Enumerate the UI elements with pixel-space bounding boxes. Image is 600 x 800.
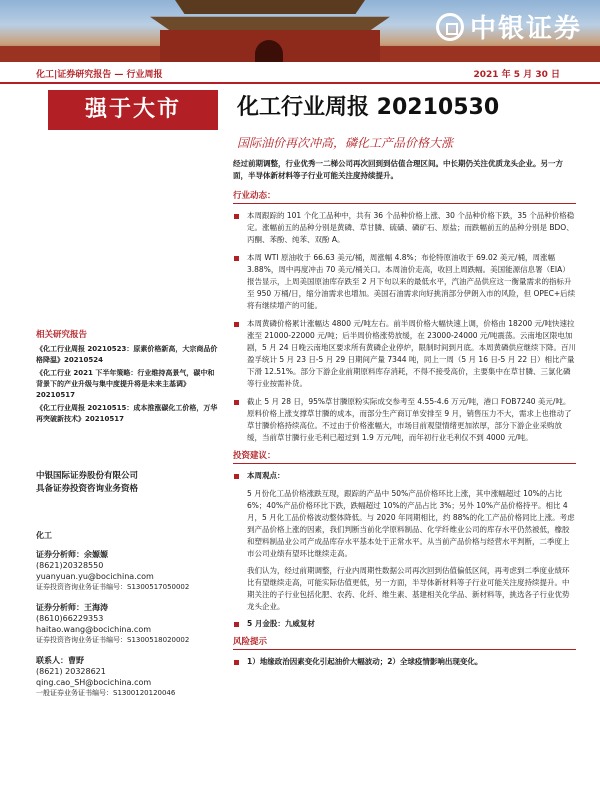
related-item[interactable]: 《化工行业 2021 下半年策略：行业维持高景气，碳中和背景下的产业升级与集中度提升将是未来主基调》20210517 — [36, 369, 215, 399]
section-risk-heading: 风险提示 — [233, 636, 576, 650]
analyst-phone: (8621) 20328621 — [36, 667, 106, 676]
risk-text: 1）地缘政治因素变化引起油价大幅波动；2）全球疫情影响出现变化。 — [233, 656, 576, 668]
header-banner — [0, 0, 600, 62]
related-list — [36, 344, 221, 425]
advice-paragraph: 5 月份化工品价格涨跌互现，跟踪的产品中 50%产品价格环比上涨，其中涨幅超过 10%的占比 6%；40%产品价格环比下跌，跌幅超过 10%的产品占比 3%；另外 10%产品价格持平。相比 4 月，5 月化工品价格波动整体降低。与 2020 年同期相比，约 88%的化工产品价格同比上涨。考虑到产品价格上涨的因素，我们判断当前化学原料制品、化学纤维业公司的库存水平仍然被低，橡胶和塑料制品业公司产成品库存水平基本处于正常水平。从当前产品价格与经营水平判断，二季度上市公司业绩有望环比继续走高。 — [247, 489, 575, 558]
related-reports — [36, 328, 221, 427]
palace-roof-top — [175, 0, 365, 14]
dynamics-point: 截止 5 月 28 日，95%草甘膦原粉实际成交参考至 4.55-4.6 万元/吨，港口 FOB7240 美元/吨。原料价格上涨支撑草甘膦的成本，而部分生产商订单安排至 9 月，销售压力不大，需求上也推动了草甘膦价格持续高位。不过由于价格涨幅大，市场目前观望情绪更加浓厚，部分下游企业采购放缓，当前草甘膦行业毛利已超过到 1.9 万元/吨，而年初行业毛利仅不到 4000 元/吨。 — [233, 396, 576, 444]
analyst-name: 证券分析师：余嫄嫄 — [36, 550, 108, 559]
related-item[interactable]: 《化工行业周报 20210523：原素价格新高，大宗商品价格降温》20210524 — [36, 345, 218, 364]
brand-logo — [436, 8, 582, 45]
analyst-team — [36, 530, 221, 708]
analyst-card — [36, 549, 221, 592]
dynamics-point: 本周 WTI 原油收于 66.63 美元/桶，周涨幅 4.8%；布伦特原油收于 69.02 美元/桶，周涨幅 3.88%，周中再度冲击 70 美元/桶关口。本周油价走高，收回上周跌幅。美国能源信息署（EIA）报告显示，上周美国原油库存跌至 2 月下旬以来的最低水平，汽油产品供应这一衡量需求的指标升至 950 万桶/日，缩分油需求也增加。美国石油需求向好挑消部分伊朗入市的风险，但 OPEC+后续将有继续增产的可能。 — [233, 252, 576, 312]
palace-gate — [255, 40, 283, 62]
golden-stock: 5 月金股：九威复材 — [233, 618, 576, 630]
analyst-card — [36, 602, 221, 645]
report-date: 2021 年 5 月 30 日 — [473, 70, 560, 80]
analyst-cert: 一般证券业务证书编号：S1300120120046 — [36, 689, 176, 697]
related-heading: 相关研究报告 — [36, 330, 88, 340]
analyst-cert: 证券投资咨询业务证书编号：S1300517050002 — [36, 583, 190, 591]
brand-name: 中银证券 — [469, 14, 582, 44]
org-info: 中银国际证券股份有限公司 具备证券投资咨询业务资格 — [36, 471, 139, 494]
analyst-card — [36, 655, 221, 698]
summary: 经过前期调整，行业优秀一二梯公司再次回到到估值合理区间。中长期仍关注优质龙头企业。另一方面，半导体新材料等子行业可能关注度持续提升。 — [233, 159, 563, 180]
related-item[interactable]: 《化工行业周报 20210515：成本推涨碳化工价格，万华再突破新技术》20210517 — [36, 404, 218, 423]
main-content — [233, 158, 576, 674]
report-title: 化工行业周报 20210530 — [237, 95, 500, 120]
rating-badge: 强于大市 — [48, 90, 218, 130]
boc-logo-icon — [436, 13, 464, 41]
section-dynamics-heading: 行业动态： — [233, 190, 576, 204]
report-header — [0, 64, 600, 84]
team-heading: 化工 — [36, 531, 52, 540]
analyst-phone: (8610)66229353 — [36, 614, 104, 623]
analyst-email[interactable]: qing.cao_SH@bocichina.com — [36, 678, 152, 687]
advice-heading: 本周观点： — [233, 470, 576, 482]
analyst-email[interactable]: yuanyuan.yu@bocichina.com — [36, 572, 154, 581]
analyst-name: 联系人：曹野 — [36, 656, 84, 665]
advice-paragraph: 我们认为，经过前期调整，行业内周期性数据公司再次回到估值偏低区间，再考虑到二季度业绩环比有望继续走高，可能实际估值更低，另一方面，半导体新材料等子行业可能关注度持续提升。中期关注的子行业包括化肥、农药、化纤、维生素、基建相关化学品、新材料等，挑选各子行业优势龙头企业。 — [247, 566, 570, 611]
analyst-name: 证券分析师：王海涛 — [36, 603, 108, 612]
analyst-phone: (8621)20328550 — [36, 561, 104, 570]
dynamics-point: 本周黄磷价格累计涨幅达 4800 元/吨左右。前半周价格大幅快速上调，价格由 18200 元/吨快速拉涨至 21000-22000 元/吨；后半周价格涨势放缓，在 23000-24000 元/吨震荡。云南地区限电加剧，5 月 24 日晚云南地区要求所有黄磷企业停炉，限制时间到月底。本周黄磷供应继续下降。百川盈孚统计 5 月 23 日-5 月 29 日期间产量 7344 吨，同上一周（5 月 16 日-5 月 22 日）相比产量下滑 12.51%。部分下游企业前期原料库存消耗，不得不接受高价，主要集中在草甘膦、三氯化磷等行业按需补货。 — [233, 318, 576, 390]
analyst-email[interactable]: haitao.wang@bocichina.com — [36, 625, 152, 634]
report-subtitle: 国际油价再次冲高，磷化工产品价格大涨 — [237, 136, 454, 150]
dynamics-point: 本周跟踪的 101 个化工品种中，共有 36 个品种价格上涨、30 个品种价格下跌，35 个品种价格稳定。涨幅前五的品种分别是黄磷、草甘膦、硫磺、磷矿石、原盐；而跌幅前五的品种分别是 BDO、丙酮、苯酚、纯苯、双酚 A。 — [233, 210, 576, 246]
analyst-cert: 证券投资咨询业务证书编号：S1300518020002 — [36, 636, 190, 644]
report-category: 化工|证券研究报告 — 行业周报 — [36, 70, 163, 80]
section-advice-heading: 投资建议： — [233, 450, 576, 464]
